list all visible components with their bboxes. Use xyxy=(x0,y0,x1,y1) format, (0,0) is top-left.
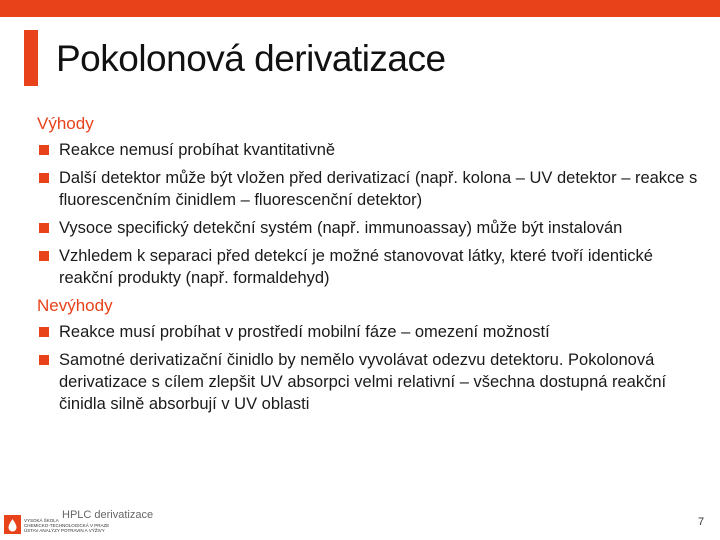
bullet-item xyxy=(37,139,709,161)
bullet-text: Další detektor může být vložen před derivatizací (např. kolona – UV detektor – reakce s fluorescenčním činidlem – fluorescenční detektor) xyxy=(59,169,698,209)
bullet-text: Reakce musí probíhat v prostředí mobilní fáze – omezení možností xyxy=(59,323,550,341)
slide-title: Pokolonová derivatizace xyxy=(56,38,446,79)
bullet-item xyxy=(37,349,709,415)
university-logo-icon xyxy=(4,515,21,534)
bullet-item xyxy=(37,167,709,211)
square-bullet-icon xyxy=(39,223,49,233)
footer-org-line: VYSOKÁ ŠKOLA xyxy=(24,518,59,523)
square-bullet-icon xyxy=(39,355,49,365)
footer-label: HPLC derivatizace xyxy=(62,509,154,521)
footer-org-line: ÚSTAV ANALÝZY POTRAVIN A VÝŽIVY xyxy=(24,528,105,533)
bullet-text: Vysoce specifický detekční systém (např. immunoassay) může být instalován xyxy=(59,219,623,237)
section-advantages xyxy=(37,113,709,289)
bullet-text: Vzhledem k separaci před detekcí je možné stanovovat látky, které tvoří identické reakční produkty (např. formaldehyd) xyxy=(59,247,653,287)
title-accent-bar xyxy=(24,30,38,86)
slide-content xyxy=(37,113,709,421)
top-accent-bar xyxy=(0,0,720,17)
square-bullet-icon xyxy=(39,251,49,261)
square-bullet-icon xyxy=(39,145,49,155)
square-bullet-icon xyxy=(39,327,49,337)
bullet-text: Samotné derivatizační činidlo by nemělo vyvolávat odezvu detektoru. Pokolonová derivatizace s cílem zlepšit UV absorpci velmi relativní – všechna dostupná reakční činidla silně absorbují v UV oblasti xyxy=(59,351,667,413)
section-disadvantages xyxy=(37,295,709,415)
bullet-item xyxy=(37,217,709,239)
square-bullet-icon xyxy=(39,173,49,183)
bullet-item xyxy=(37,245,709,289)
section-heading-disadvantages: Nevýhody xyxy=(37,296,113,315)
footer-org-line: CHEMICKO-TECHNOLOGICKÁ V PRAZE xyxy=(24,523,110,528)
page-number: 7 xyxy=(698,516,705,528)
bullet-text: Reakce nemusí probíhat kvantitativně xyxy=(59,141,336,159)
bullet-item xyxy=(37,321,709,343)
section-heading-advantages: Výhody xyxy=(37,114,94,133)
